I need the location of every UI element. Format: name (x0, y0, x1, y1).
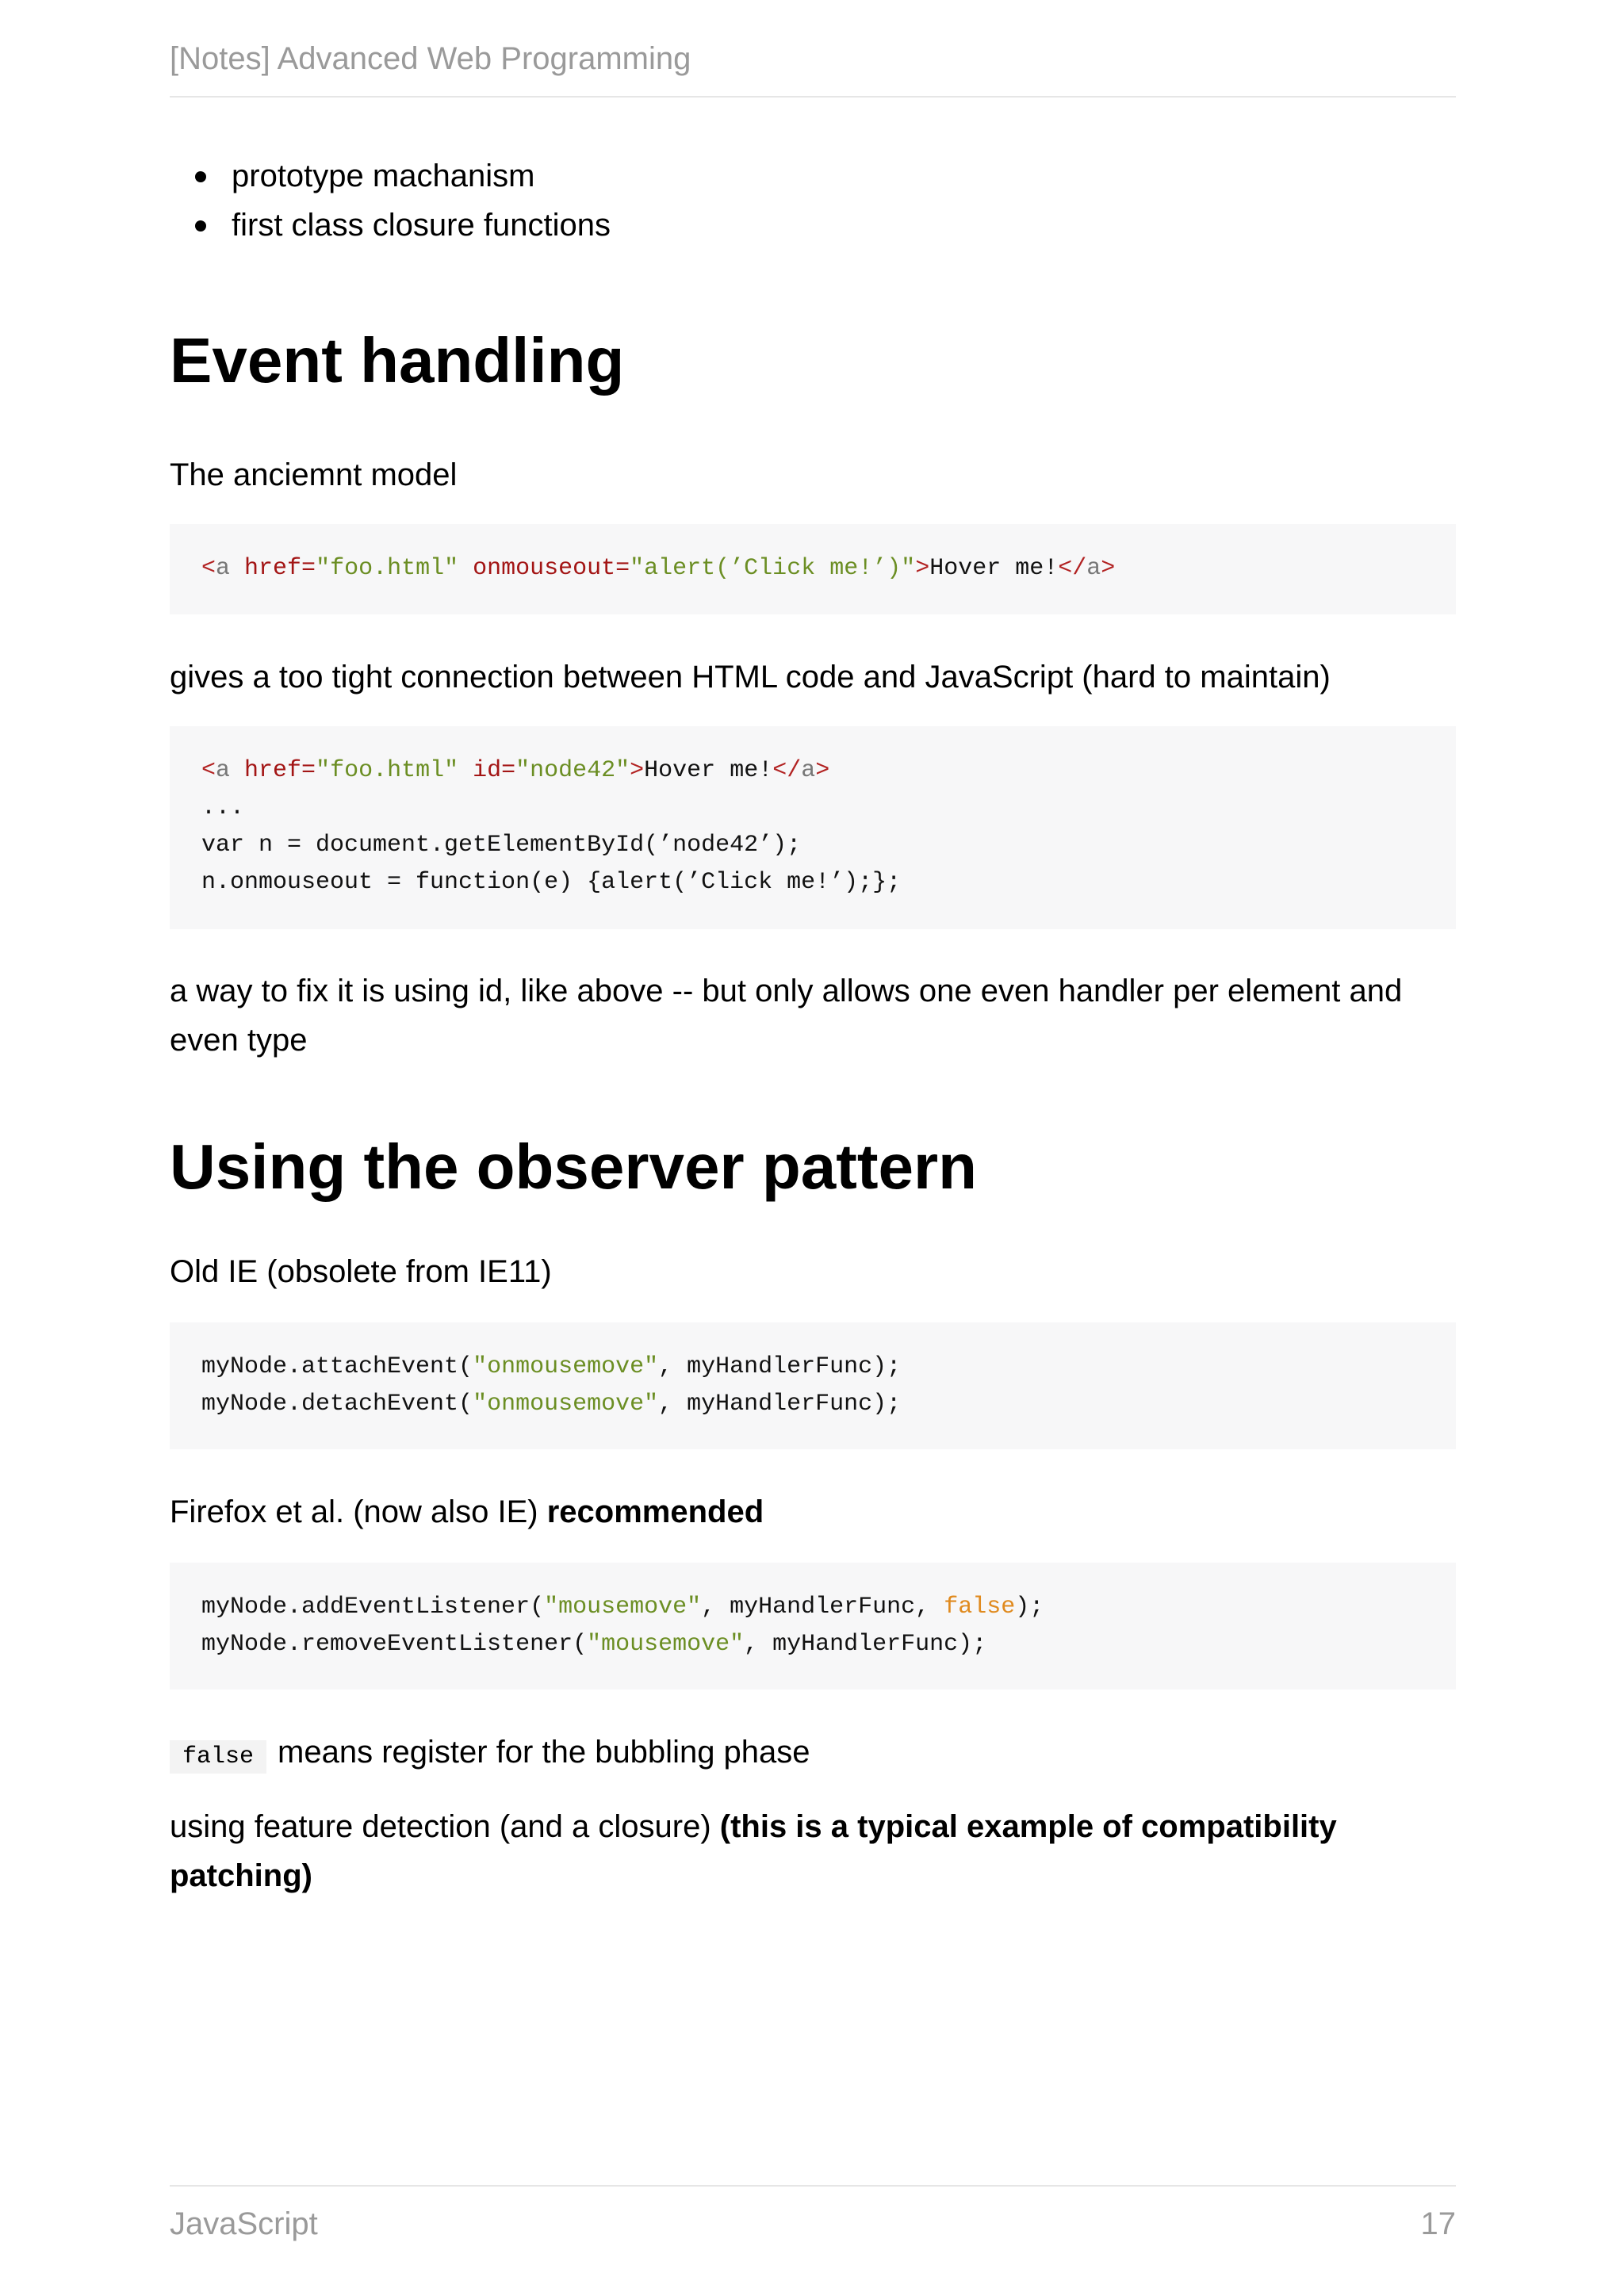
paragraph-fix-with-id: a way to fix it is using id, like above -- but only allows one even handler per element and even type (170, 974, 1403, 1058)
code-line: myNode.addEventListener("mousemove", myHandlerFunc, false); (201, 1594, 1044, 1621)
paragraph-old-ie: Old IE (obsolete from IE11) (170, 1254, 552, 1289)
paragraph-firefox: Firefox et al. (now also IE) recommended (170, 1494, 764, 1529)
header-divider (170, 96, 1456, 98)
paragraph-feature-detection: using feature detection (and a closure) (this is a typical example of compatibility patching) (170, 1809, 1337, 1893)
list-item-text: first class closure functions (232, 208, 611, 243)
code-line: ... (201, 794, 245, 821)
page-number: 17 (1420, 2206, 1456, 2241)
bullet-icon (195, 220, 206, 232)
code-line: myNode.detachEvent("onmousemove", myHandlerFunc); (201, 1391, 902, 1418)
running-header: [Notes] Advanced Web Programming (170, 41, 691, 76)
paragraph-bubbling-phase: false means register for the bubbling phase (170, 1728, 1456, 1781)
list-item-text: prototype machanism (232, 159, 535, 193)
code-block-inline-handler (170, 524, 1456, 614)
footer-divider (170, 2185, 1456, 2187)
code-block-attach-event (170, 1322, 1456, 1449)
list-item (232, 201, 611, 249)
emphasis-compatibility-patching: (this is a typical example of compatibility patching) (170, 1809, 1337, 1893)
code-block-add-event-listener (170, 1563, 1456, 1689)
code-line: var n = document.getElementById(’node42’); (201, 832, 802, 859)
code-line: <a href="foo.html" onmouseout="alert(’Click me!’)">Hover me!</a> (201, 555, 1116, 582)
code-line: <a href="foo.html" id="node42">Hover me!</a> (201, 757, 830, 784)
code-line: myNode.removeEventListener("mousemove", myHandlerFunc); (201, 1631, 987, 1658)
code-block-id-handler (170, 726, 1456, 929)
footer-section-title: JavaScript (170, 2206, 318, 2241)
code-line: myNode.attachEvent("onmousemove", myHandlerFunc); (201, 1353, 902, 1380)
section-heading-observer-pattern: Using the observer pattern (170, 1131, 978, 1202)
code-line: n.onmouseout = function(e) {alert(’Click me!’);}; (201, 869, 902, 896)
paragraph-intro: The anciemnt model (170, 457, 458, 492)
section-heading-event-handling: Event handling (170, 325, 625, 396)
list-item (232, 152, 534, 200)
inline-code-false: false (170, 1740, 266, 1774)
bullet-icon (195, 171, 206, 182)
emphasis-recommended: recommended (546, 1494, 764, 1529)
paragraph-tight-connection: gives a too tight connection between HTML code and JavaScript (hard to maintain) (170, 660, 1331, 695)
